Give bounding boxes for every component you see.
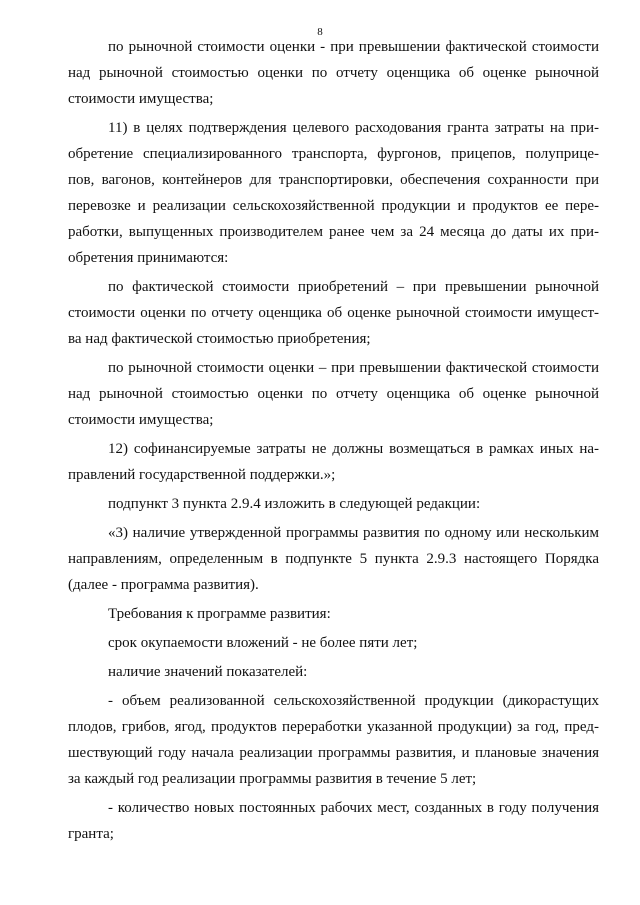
text-line: гранта;	[68, 826, 114, 842]
page-number: 8	[317, 26, 323, 38]
text-line: за каждый год реализации программы развития в течение 5 лет;	[68, 771, 477, 787]
text-line: 12) софинансируемые затраты не должны возмещаться в рамках иных на-	[108, 441, 599, 457]
text-line: плодов, грибов, ягод, продуктов переработки указанной продукции) за год, пред-	[68, 719, 599, 735]
text-line: - объем реализованной сельскохозяйственной продукции (дикорастущих	[108, 693, 599, 709]
text-line: срок окупаемости вложений - не более пяти лет;	[108, 635, 418, 651]
text-line: обретения принимаются:	[68, 250, 229, 266]
text-line: над рыночной стоимостью оценки по отчету оценщика об оценке рыночной	[68, 65, 599, 81]
text-line: по рыночной стоимости оценки – при превышении фактической стоимости	[108, 360, 599, 376]
text-line: обретение специализированного транспорта, фургонов, прицепов, полуприце-	[68, 146, 599, 162]
text-line: наличие значений показателей:	[108, 664, 308, 680]
text-line: стоимости имущества;	[68, 91, 214, 107]
text-line: шествующий году начала реализации программы развития, и плановые значения	[68, 745, 599, 761]
text-line: (далее - программа развития).	[68, 577, 259, 593]
text-line: Требования к программе развития:	[108, 606, 331, 622]
text-line: правлений государственной поддержки.»;	[68, 467, 336, 483]
text-line: ва над фактической стоимостью приобретения;	[68, 331, 371, 347]
text-line: над рыночной стоимостью оценки по отчету оценщика об оценке рыночной	[68, 386, 599, 402]
text-line: - количество новых постоянных рабочих мест, созданных в году получения	[108, 800, 599, 816]
text-line: пов, вагонов, контейнеров для транспортировки, обеспечения сохранности при	[68, 172, 599, 188]
text-line: подпункт 3 пункта 2.9.4 изложить в следующей редакции:	[108, 496, 481, 512]
text-line: перевозке и реализации сельскохозяйственной продукции и продуктов ее пере-	[68, 198, 599, 214]
text-line: по рыночной стоимости оценки - при превышении фактической стоимости	[108, 39, 599, 55]
text-line: «3) наличие утвержденной программы развития по одному или нескольким	[108, 525, 599, 541]
text-line: по фактической стоимости приобретений – при превышении рыночной	[108, 279, 599, 295]
text-line: 11) в целях подтверждения целевого расходования гранта затраты на при-	[108, 120, 599, 136]
text-line: стоимости имущества;	[68, 412, 214, 428]
text-line: направлениям, определенным в подпункте 5 пункта 2.9.3 настоящего Порядка	[68, 551, 599, 567]
text-line: работки, выпущенных производителем ранее чем за 24 месяца до даты их при-	[68, 224, 599, 240]
text-line: стоимости оценки по отчету оценщика об оценке рыночной стоимости имущест-	[68, 305, 599, 321]
